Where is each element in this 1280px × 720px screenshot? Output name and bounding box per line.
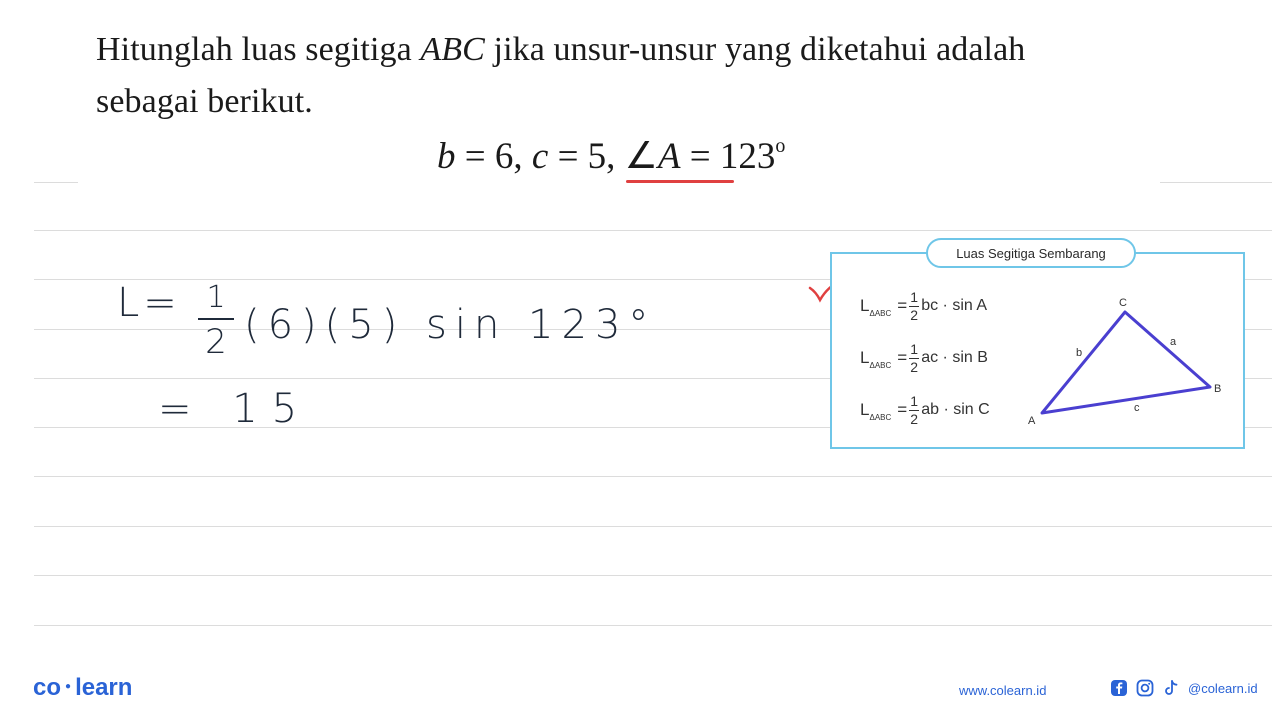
given-text: = 6, (455, 136, 532, 177)
formula-row (860, 388, 990, 432)
instagram-icon[interactable] (1136, 679, 1154, 697)
colearn-logo (33, 674, 132, 702)
fraction-den: 2 (910, 358, 919, 375)
hand-frac-bar (198, 318, 234, 320)
problem-text: jika unsur-unsur yang diketahui adalah (484, 31, 1026, 68)
formula-L: L (860, 348, 870, 367)
angle-underline (626, 180, 734, 183)
logo-part: co (33, 674, 62, 701)
side-b: b (1076, 347, 1083, 359)
side-a: a (1170, 336, 1177, 348)
hand-fraction (196, 280, 236, 362)
formula-sub: ΔABC (869, 308, 892, 318)
given-text: = 5, ∠ (548, 136, 658, 177)
triangle-shape (1042, 312, 1210, 413)
ruled-line (34, 575, 1272, 576)
formula-rest: ac · sin B (921, 349, 988, 366)
triangle-name: ABC (420, 31, 485, 68)
problem-text: sebagai berikut. (96, 83, 313, 120)
tiktok-icon[interactable] (1162, 679, 1180, 697)
website-link[interactable]: www.colearn.id (959, 683, 1047, 698)
logo-dot: ● (65, 681, 72, 692)
problem-statement (96, 24, 1176, 128)
var-b: b (437, 136, 456, 177)
given-values (437, 134, 785, 178)
ruled-line (34, 526, 1272, 527)
hand-expression: (6)(5) sin 123° (244, 302, 657, 348)
formula-row (860, 336, 988, 380)
fraction-den: 2 (910, 410, 919, 427)
formula-fraction (909, 290, 919, 323)
var-c: c (531, 136, 549, 177)
problem-text: Hitunglah luas segitiga (96, 31, 421, 68)
formula-sub: ΔABC (869, 412, 892, 422)
ruled-line (34, 182, 78, 183)
social-links (1110, 679, 1258, 697)
vertex-A: A (1028, 415, 1036, 427)
hand-frac-den: 2 (205, 322, 227, 362)
formula-eq: = (897, 296, 908, 315)
var-a: A (657, 136, 681, 177)
formula-sub: ΔABC (869, 360, 892, 370)
fraction-num: 1 (910, 392, 919, 409)
formula-L: L (860, 400, 870, 419)
formula-rest: bc · sin A (921, 297, 988, 314)
hand-frac-num: 1 (206, 280, 226, 315)
formula-L: L (860, 296, 870, 315)
formula-eq: = (897, 400, 908, 419)
ruled-line (34, 230, 1272, 231)
vertex-C: C (1119, 297, 1127, 309)
ruled-line (1160, 182, 1272, 183)
social-handle[interactable]: @colearn.id (1188, 680, 1258, 696)
given-text: = 123 (680, 136, 776, 177)
triangle-diagram (1020, 292, 1240, 442)
logo-part: learn (75, 674, 133, 701)
formula-box-title: Luas Segitiga Sembarang (926, 238, 1136, 268)
hand-result: = 15 (158, 386, 312, 432)
facebook-icon[interactable] (1110, 679, 1128, 697)
formula-rest: ab · sin C (921, 401, 990, 418)
fraction-den: 2 (910, 306, 919, 323)
formula-fraction (909, 394, 919, 427)
formula-eq: = (897, 348, 908, 367)
ruled-line (34, 476, 1272, 477)
fraction-num: 1 (910, 340, 919, 357)
vertex-B: B (1214, 383, 1222, 395)
degree-symbol: o (775, 135, 786, 157)
hand-lhs: L= (117, 280, 181, 326)
fraction-num: 1 (910, 288, 919, 305)
formula-fraction (909, 342, 919, 375)
formula-row (860, 284, 987, 328)
side-c: c (1134, 402, 1140, 414)
ruled-line (34, 625, 1272, 626)
